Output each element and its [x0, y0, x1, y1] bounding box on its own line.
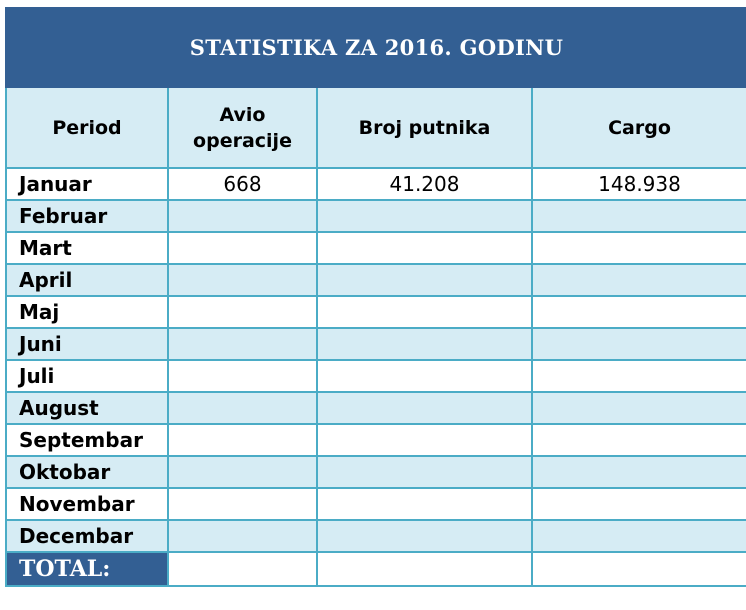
cargo-cell[interactable]: [532, 488, 746, 520]
avio-cell[interactable]: 668: [168, 168, 317, 200]
table-row: [6, 296, 746, 328]
putnici-cell[interactable]: [317, 232, 532, 264]
total-avio-cell[interactable]: [168, 552, 317, 586]
table-row: [6, 328, 746, 360]
cargo-cell[interactable]: [532, 360, 746, 392]
putnici-cell[interactable]: [317, 424, 532, 456]
table-row: [6, 424, 746, 456]
month-cell[interactable]: Februar: [6, 200, 168, 232]
putnici-cell[interactable]: [317, 456, 532, 488]
header-period: Period: [6, 87, 168, 168]
cargo-cell[interactable]: [532, 328, 746, 360]
table-row: [6, 488, 746, 520]
table-row: [6, 168, 746, 200]
putnici-cell[interactable]: 41.208: [317, 168, 532, 200]
top-margin: [0, 0, 746, 7]
avio-cell[interactable]: [168, 200, 317, 232]
total-row: [6, 552, 746, 586]
month-cell[interactable]: Novembar: [6, 488, 168, 520]
putnici-cell[interactable]: [317, 328, 532, 360]
avio-cell[interactable]: [168, 264, 317, 296]
cargo-cell[interactable]: [532, 296, 746, 328]
avio-cell[interactable]: [168, 232, 317, 264]
avio-cell[interactable]: [168, 456, 317, 488]
table-row: [6, 392, 746, 424]
month-cell[interactable]: Januar: [6, 168, 168, 200]
avio-cell[interactable]: [168, 360, 317, 392]
table-row: [6, 232, 746, 264]
avio-cell[interactable]: [168, 328, 317, 360]
table-row: [6, 264, 746, 296]
putnici-cell[interactable]: [317, 296, 532, 328]
month-cell[interactable]: April: [6, 264, 168, 296]
putnici-cell[interactable]: [317, 392, 532, 424]
table-row: [6, 360, 746, 392]
cargo-cell[interactable]: [532, 456, 746, 488]
month-cell[interactable]: Oktobar: [6, 456, 168, 488]
cargo-cell[interactable]: [532, 264, 746, 296]
table-row: [6, 520, 746, 552]
putnici-cell[interactable]: [317, 488, 532, 520]
cargo-cell[interactable]: [532, 520, 746, 552]
total-label: TOTAL:: [6, 552, 168, 586]
avio-cell[interactable]: [168, 424, 317, 456]
header-cargo: Cargo: [532, 87, 746, 168]
avio-cell[interactable]: [168, 520, 317, 552]
month-cell[interactable]: Juli: [6, 360, 168, 392]
header-avio-line1: Avio: [219, 103, 266, 126]
cargo-cell[interactable]: [532, 424, 746, 456]
cargo-cell[interactable]: 148.938: [532, 168, 746, 200]
table-row: [6, 456, 746, 488]
putnici-cell[interactable]: [317, 520, 532, 552]
total-putnici-cell[interactable]: [317, 552, 532, 586]
header-row: [6, 87, 746, 168]
month-cell[interactable]: Septembar: [6, 424, 168, 456]
month-cell[interactable]: Mart: [6, 232, 168, 264]
avio-cell[interactable]: [168, 488, 317, 520]
putnici-cell[interactable]: [317, 360, 532, 392]
month-cell[interactable]: August: [6, 392, 168, 424]
total-cargo-cell[interactable]: [532, 552, 746, 586]
cargo-cell[interactable]: [532, 200, 746, 232]
putnici-cell[interactable]: [317, 264, 532, 296]
table-title: STATISTIKA ZA 2016. GODINU: [6, 8, 746, 87]
title-row: [6, 8, 746, 87]
statistics-table: [5, 7, 746, 587]
table-row: [6, 200, 746, 232]
cargo-cell[interactable]: [532, 392, 746, 424]
cargo-cell[interactable]: [532, 232, 746, 264]
header-avio-line2: operacije: [193, 129, 292, 152]
avio-cell[interactable]: [168, 392, 317, 424]
header-avio-operacije: [168, 87, 317, 168]
avio-cell[interactable]: [168, 296, 317, 328]
putnici-cell[interactable]: [317, 200, 532, 232]
month-cell[interactable]: Maj: [6, 296, 168, 328]
header-broj-putnika: Broj putnika: [317, 87, 532, 168]
month-cell[interactable]: Decembar: [6, 520, 168, 552]
month-cell[interactable]: Juni: [6, 328, 168, 360]
